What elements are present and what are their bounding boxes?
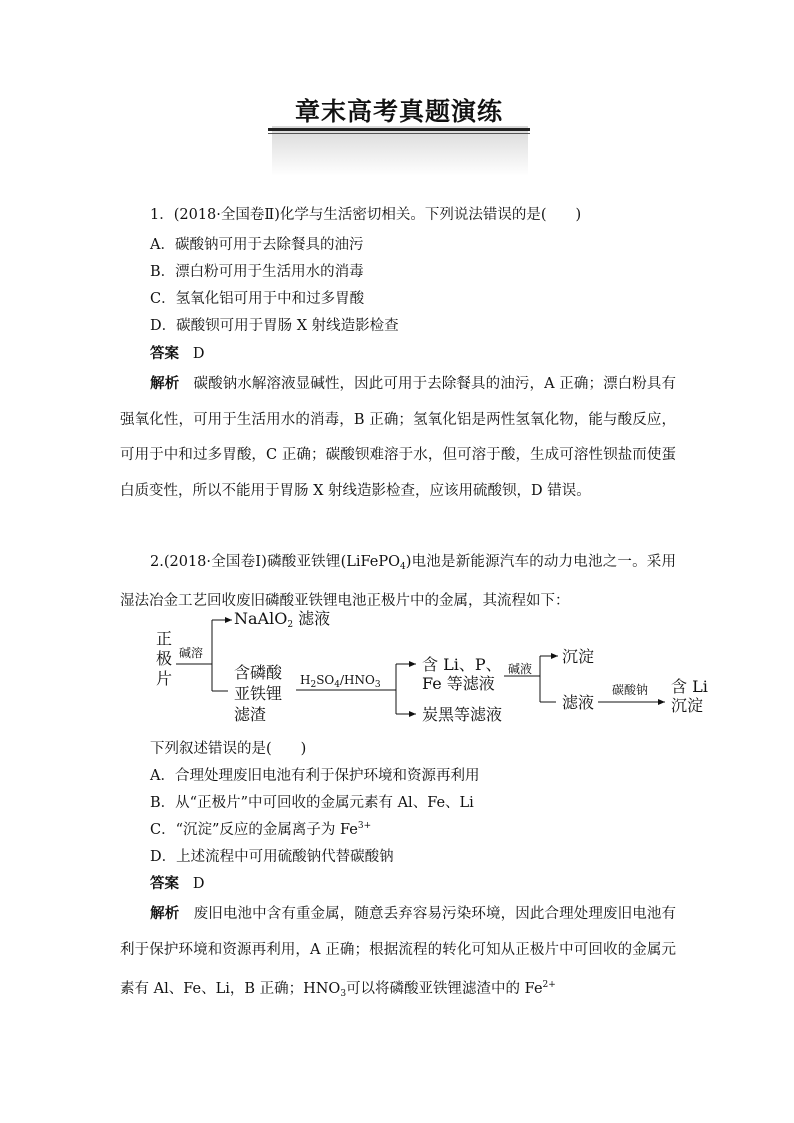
q2-option-b: B．从“正极片”中可回收的金属元素有 Al、Fe、Li bbox=[150, 795, 474, 811]
q2-stem-part2: )电池是新能源汽车的动力电池之一。采用湿法冶金工艺回收废旧磷酸亚铁锂电池正极片中的金属，其流程如下： bbox=[120, 554, 677, 609]
flow-reagent-s2: 4 bbox=[334, 680, 340, 690]
q2-option-c bbox=[150, 818, 371, 839]
q2-answer-value: D bbox=[192, 876, 205, 892]
q1-option-d: D．碳酸钡可用于胃肠 X 射线造影检查 bbox=[150, 318, 399, 334]
q1-option-a: A．碳酸钠可用于去除餐具的油污 bbox=[150, 237, 364, 253]
q2-stem-sub: 4 bbox=[400, 562, 406, 572]
flow-step4-label: 碳酸钠 bbox=[612, 683, 649, 697]
flow-filtrate2: 滤液 bbox=[562, 693, 595, 712]
q1-answer-value: D bbox=[192, 346, 205, 362]
flow-reagent-c: /HNO bbox=[340, 673, 375, 687]
q1-stem: 1．(2018·全国卷Ⅱ)化学与生活密切相关。下列说法错误的是( ) bbox=[150, 207, 582, 223]
q1-analysis-label: 解析 bbox=[150, 375, 180, 392]
flow-reagent bbox=[300, 673, 381, 690]
flow-precipitate: 沉淀 bbox=[562, 647, 595, 666]
flow-residue-1: 含磷酸 bbox=[234, 663, 283, 682]
q2-analysis-part2: 可以将磷酸亚铁锂滤渣中的 Fe bbox=[346, 981, 543, 997]
flow-carbon: 炭黑等滤液 bbox=[422, 705, 503, 724]
flow-final-1: 含 Li bbox=[671, 677, 708, 696]
q2-analysis-sup: 2+ bbox=[542, 980, 556, 990]
flow-final-2: 沉淀 bbox=[671, 696, 704, 715]
flow-step3-label: 碱液 bbox=[508, 662, 533, 676]
q2-option-d: D．上述流程中可用硫酸钠代替碳酸钠 bbox=[150, 849, 394, 865]
q1-analysis-text: 碳酸钠水解溶液显碱性，因此可用于去除餐具的油污，A 正确；漂白粉具有强氧化性，可用于生活用水的消毒，B 正确；氢氧化铝是两性氢氧化物，能与酸反应，可用于中和过多胃酸，C 正确；碳酸钡难溶于水，但可溶于酸，生成可溶性钡盐而使蛋白质变性，所以不能用于胃肠 X 射线造影检查，应该用硫酸钡，D 错误。 bbox=[120, 376, 677, 499]
flow-filtrate-2: Fe 等滤液 bbox=[422, 674, 495, 693]
q2-analysis-sub: 3 bbox=[340, 989, 347, 999]
flow-reagent-a: H bbox=[300, 673, 311, 687]
chapter-title: 章末高考真题演练 bbox=[294, 97, 503, 126]
q2-ask: 下列叙述错误的是( ) bbox=[150, 741, 307, 757]
title-underline bbox=[268, 128, 530, 131]
flow-output1-sub: 2 bbox=[287, 620, 294, 630]
q2-answer-label: 答案 bbox=[150, 875, 179, 892]
title-underline-thin bbox=[268, 133, 530, 134]
flow-residue-3: 滤渣 bbox=[234, 705, 267, 724]
q2-option-c-sup: 3+ bbox=[357, 821, 372, 831]
flow-output1-a: NaAlO bbox=[234, 609, 288, 628]
flow-residue-2: 亚铁锂 bbox=[234, 684, 283, 703]
flow-start-3: 片 bbox=[156, 669, 173, 688]
process-flowchart bbox=[150, 606, 720, 736]
flow-reagent-s1: 2 bbox=[310, 680, 317, 690]
q1-option-c: C．氢氧化铝可用于中和过多胃酸 bbox=[150, 291, 365, 307]
q2-analysis bbox=[120, 896, 676, 1013]
flow-output1-b: 滤液 bbox=[293, 609, 331, 628]
q1-option-b: B．漂白粉可用于生活用水的消毒 bbox=[150, 264, 364, 280]
flow-reagent-b: SO bbox=[316, 673, 335, 687]
q2-analysis-part1: 废旧电池中含有重金属，随意丢弃容易污染环境，因此合理处理废旧电池有利于保护环境和资源再利用，A 正确；根据流程的转化可知从正极片中可回收的金属元素有 Al、Fe、Li，B 正确；HNO bbox=[120, 906, 677, 997]
flow-step1-label: 碱溶 bbox=[179, 646, 204, 660]
q2-option-c-text: C．“沉淀”反应的金属离子为 Fe bbox=[150, 822, 358, 838]
flow-start-2: 极 bbox=[156, 649, 173, 668]
q1-answer-label: 答案 bbox=[150, 345, 179, 362]
q1-answer bbox=[150, 342, 204, 363]
q2-answer bbox=[150, 872, 204, 893]
chapter-title-banner bbox=[268, 88, 530, 178]
q2-stem-part1: 2.(2018·全国卷Ⅰ)磷酸亚铁锂(LiFePO bbox=[150, 554, 401, 570]
q2-analysis-label: 解析 bbox=[150, 905, 180, 922]
q1-analysis bbox=[120, 366, 676, 509]
q2-option-a: A．合理处理废旧电池有利于保护环境和资源再利用 bbox=[150, 768, 480, 784]
flow-reagent-s3: 3 bbox=[374, 680, 381, 690]
flow-start-1: 正 bbox=[156, 629, 173, 648]
flow-output1 bbox=[234, 610, 330, 634]
flow-filtrate-1: 含 Li、P、 bbox=[422, 655, 502, 674]
